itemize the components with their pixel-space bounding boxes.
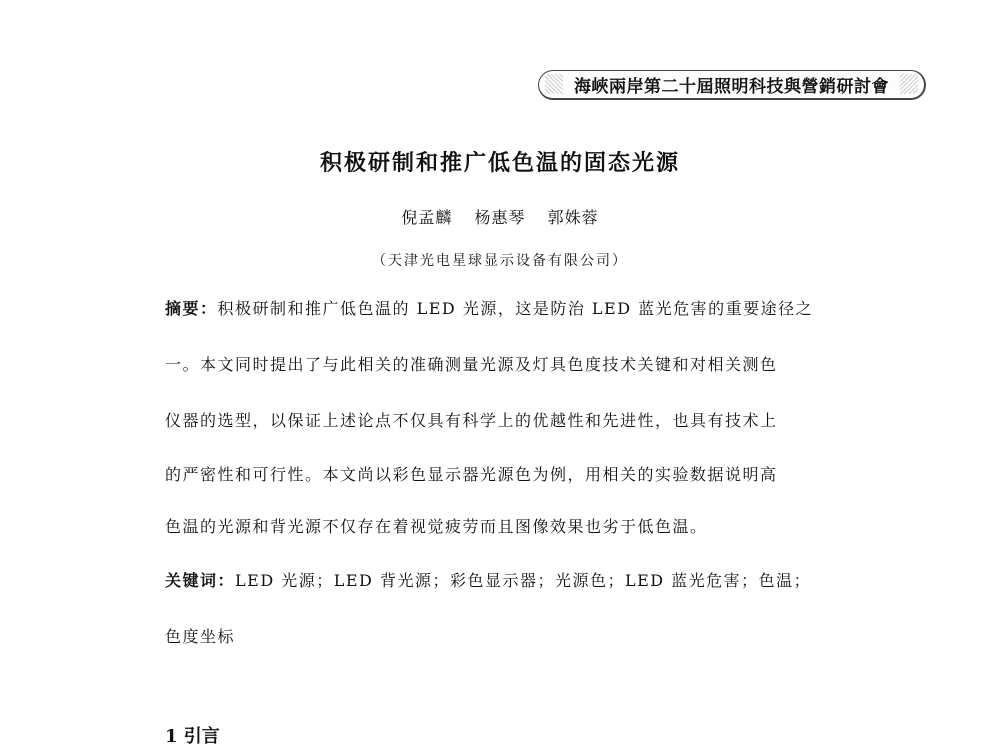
- conference-name: 海峽兩岸第二十屆照明科技與營銷研討會: [574, 77, 889, 97]
- author-list: [0, 205, 1000, 228]
- abstract-line: 仪器的选型，以保证上述论点不仅具有科学上的优越性和先进性，也具有技术上: [165, 411, 778, 430]
- section-heading: 1 引言: [165, 726, 220, 747]
- abstract-line: 的严密性和可行性。本文尚以彩色显示器光源色为例，用相关的实验数据说明高: [165, 465, 778, 484]
- keywords-text: LED 光源；LED 背光源；彩色显示器；光源色；LED 蓝光危害；色温；: [235, 571, 812, 590]
- abstract-line: 色温的光源和背光源不仅存在着视觉疲劳而且图像效果也劣于低色温。: [165, 517, 708, 536]
- conference-banner: [538, 70, 926, 100]
- abstract-text: 积极研制和推广低色温的 LED 光源，这是防治 LED 蓝光危害的重要途径之: [217, 299, 814, 318]
- keywords-line: [165, 568, 865, 591]
- affiliation: （天津光电星球显示设备有限公司）: [372, 253, 628, 269]
- keywords-line: 色度坐标: [165, 627, 236, 646]
- keywords-label: 关键词：: [165, 571, 236, 590]
- abstract-line: [165, 296, 865, 319]
- author-name: 倪孟麟: [401, 208, 453, 227]
- abstract-line: 一。本文同时提出了与此相关的准确测量光源及灯具色度技术关键和对相关测色: [165, 355, 778, 374]
- author-name: 郭姝蓉: [547, 208, 599, 227]
- abstract-label: 摘要：: [165, 299, 218, 318]
- paper-title: 积极研制和推广低色温的固态光源: [319, 150, 680, 176]
- author-name: 杨惠琴: [474, 208, 526, 227]
